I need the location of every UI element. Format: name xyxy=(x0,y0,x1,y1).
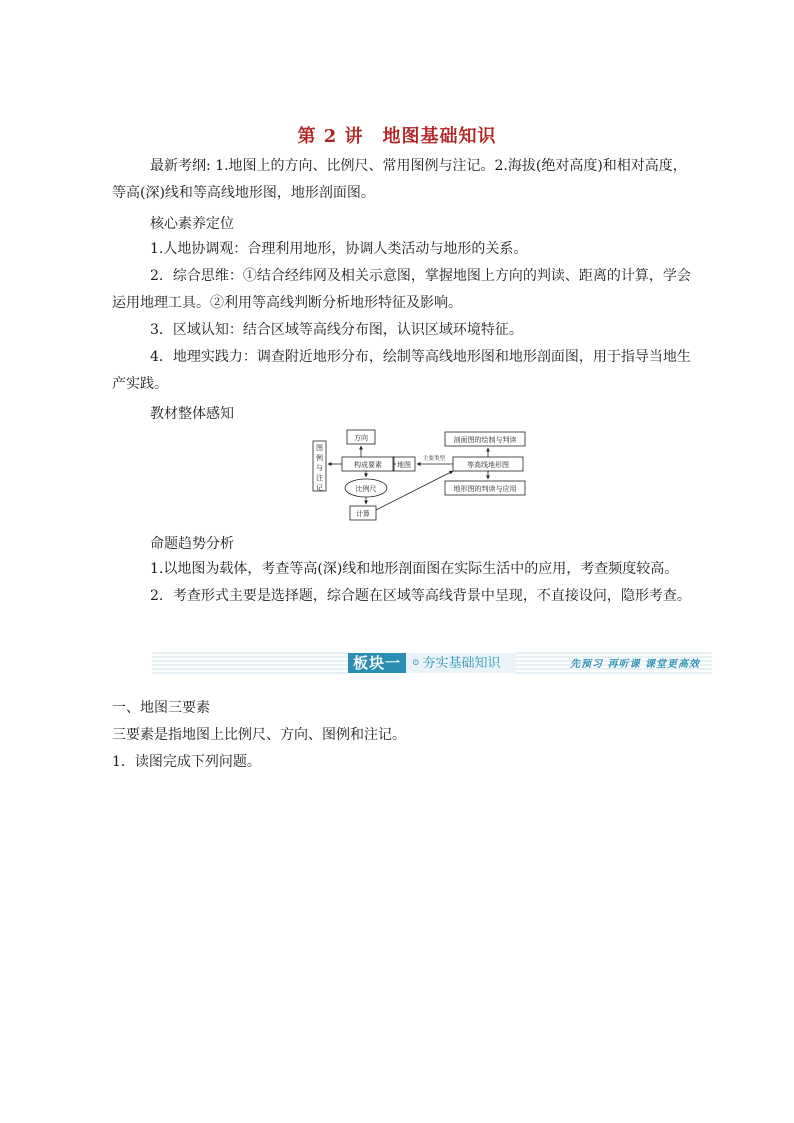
terrain-app-label: 地形图的判读与应用 xyxy=(453,485,517,493)
map-label: 地图 xyxy=(397,461,411,469)
elements-label: 构成要素 xyxy=(354,461,382,469)
legend-char-2: 例 xyxy=(316,454,323,462)
hexin-heading: 核心素养定位 xyxy=(150,216,234,232)
banner-main-label: 板块一 xyxy=(348,653,406,673)
legend-char-4: 注 xyxy=(316,474,323,482)
banner-slogan: 先预习 再听课 课堂更高效 xyxy=(570,659,700,670)
section-banner xyxy=(152,652,712,674)
mingti-item-1: 1.以地图为载体，考查等高(深)线和地形剖面图在实际生活中的应用，考查频度较高。 xyxy=(150,561,679,577)
banner-sub xyxy=(406,653,516,673)
section1-line1: 三要素是指地图上比例尺、方向、图例和注记。 xyxy=(112,727,406,743)
jiaocai-heading: 教材整体感知 xyxy=(150,406,234,422)
section1-line2: 1．读图完成下列问题。 xyxy=(112,754,261,770)
scale-label: 比例尺 xyxy=(355,485,377,493)
calc-label: 计算 xyxy=(356,510,370,518)
diagram-svg xyxy=(310,426,530,522)
mingti-item-2: 2．考查形式主要是选择题，综合题在区域等高线背景中呈现，不直接设问，隐形考查。 xyxy=(150,588,691,604)
banner-sub-label: 夯实基础知识 xyxy=(422,656,501,671)
mingti-heading: 命题趋势分析 xyxy=(150,536,234,552)
section1-heading: 一、地图三要素 xyxy=(112,700,210,716)
lesson-title: 第 2 讲 地图基础知识 xyxy=(297,126,497,147)
profile-label: 剖面图的绘制与判读 xyxy=(453,436,517,444)
hexin-item-1: 1.人地协调观：合理利用地形，协调人类活动与地形的关系。 xyxy=(150,241,528,257)
contour-label: 等高线地形图 xyxy=(467,461,509,469)
direction-label: 方向 xyxy=(354,434,368,442)
banner-dot-icon: ⊙ xyxy=(412,658,420,668)
hexin-item-3: 3．区域认知：结合区域等高线分布图，认识区域环境特征。 xyxy=(150,322,523,338)
hexin-item-2: 2．综合思维：①结合经纬网及相关示意图，掌握地图上方向的判读、距离的计算，学会运用地理工具。②利用等高线判断分析地形特征及影响。 xyxy=(112,268,691,311)
main-type-label: 主要类型 xyxy=(422,456,446,462)
kaogang-paragraph: 最新考纲: 1.地图上的方向、比例尺、常用图例与注记。2.海拔(绝对高度)和相对高度，等高(深)线和等高线地形图，地形剖面图。 xyxy=(112,158,687,201)
legend-char-1: 图 xyxy=(316,444,323,452)
hexin-item-4: 4．地理实践力：调查附近地形分布，绘制等高线地形图和地形剖面图，用于指导当地生产实践。 xyxy=(112,349,691,392)
legend-char-5: 记 xyxy=(316,484,323,492)
banner-stripes-left xyxy=(152,652,348,674)
knowledge-diagram xyxy=(310,426,530,522)
legend-char-3: 与 xyxy=(316,464,323,472)
